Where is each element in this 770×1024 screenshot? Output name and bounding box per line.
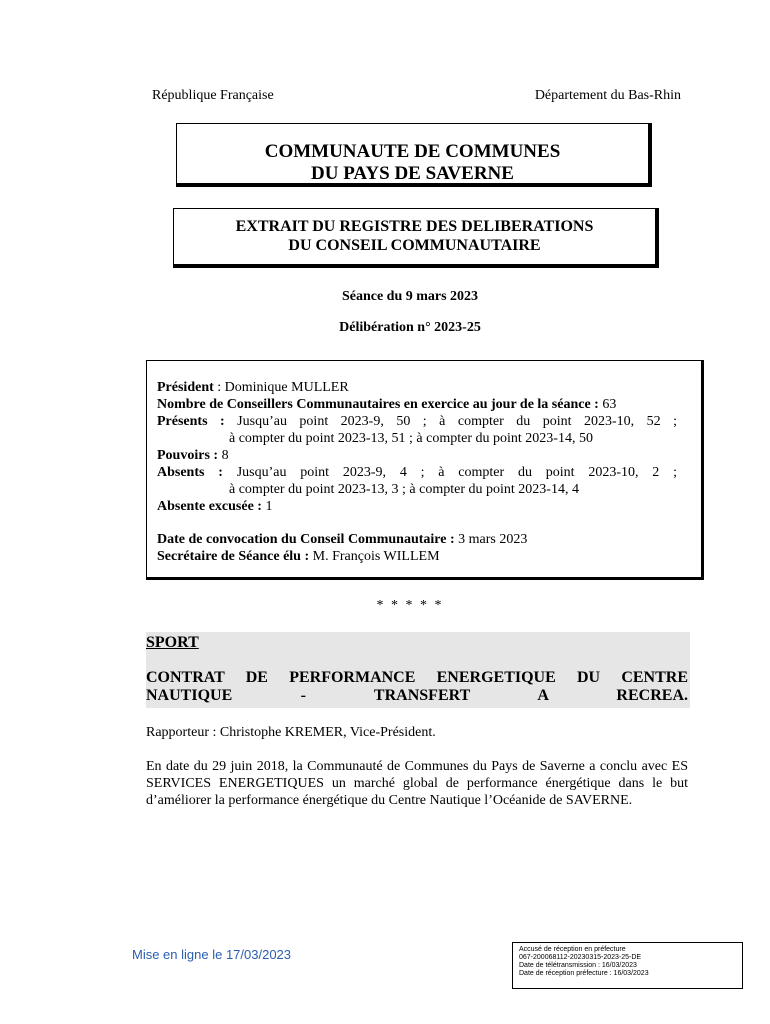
excusee-row [157, 498, 677, 515]
section-title: SPORT [146, 634, 199, 651]
convocation-row [157, 531, 677, 548]
presents-label: Présents : [157, 414, 225, 429]
rapporteur: Rapporteur : Christophe KREMER, Vice-Président. [146, 725, 436, 740]
organization-box [176, 123, 652, 187]
secretaire-value: M. François WILLEM [309, 549, 440, 564]
pouvoirs-row [157, 447, 677, 464]
excusee-label: Absente excusée : [157, 499, 262, 514]
president-label: Président [157, 380, 214, 395]
deliberation-number: Délibération n° 2023-25 [339, 320, 481, 335]
header-republique: République Française [152, 88, 274, 103]
convocation-label: Date de convocation du Conseil Communautaire : [157, 532, 455, 547]
header-departement: Département du Bas-Rhin [534, 88, 681, 103]
attendance-box [146, 360, 704, 580]
accuse-line1: Accusé de réception en préfecture [519, 946, 626, 953]
body-paragraph: En date du 29 juin 2018, la Communauté de Communes du Pays de Saverne a conclu avec ES SERVICES ENERGETIQUES un marché global de performance énergétique dans le but d’améliorer la performance énergétique du Centre Nautique l’Océanide de SAVERNE. [146, 759, 688, 808]
absents-label: Absents : [157, 465, 223, 480]
registre-box [173, 208, 659, 268]
nombre-row [157, 396, 677, 413]
separator-stars: * * * * * [376, 598, 444, 613]
nombre-label: Nombre de Conseillers Communautaires en exercice au jour de la séance : [157, 397, 599, 412]
pouvoirs-value: 8 [218, 448, 229, 463]
accuse-reception-stamp [512, 942, 743, 989]
convocation-value: 3 mars 2023 [454, 532, 528, 547]
absents-line1: Jusqu’au point 2023-9, 4 ; à compter du point 2023-10, 2 ; [222, 465, 677, 480]
seance-date: Séance du 9 mars 2023 [341, 289, 479, 304]
organization-line1: COMMUNAUTE DE COMMUNES [264, 141, 561, 162]
absents-line2: à compter du point 2023-13, 3 ; à compter du point 2023-14, 4 [229, 482, 579, 497]
president-row [157, 379, 677, 396]
absents-row [157, 464, 677, 481]
presents-line2: à compter du point 2023-13, 51 ; à compter du point 2023-14, 50 [229, 431, 593, 446]
organization-line2: DU PAYS DE SAVERNE [311, 163, 514, 184]
nombre-value: 63 [598, 397, 617, 412]
accuse-line4: Date de réception préfecture : 16/03/2023 [519, 970, 649, 977]
pouvoirs-label: Pouvoirs : [157, 448, 219, 463]
mise-en-ligne: Mise en ligne le 17/03/2023 [132, 947, 292, 962]
section-subject: CONTRAT DE PERFORMANCE ENERGETIQUE DU CENTRE NAUTIQUE - TRANSFERT A RECREA. [146, 669, 688, 704]
secretaire-label: Secrétaire de Séance élu : [157, 549, 310, 564]
accuse-line2: 067-200068112-20230315-2023-25-DE [519, 954, 642, 961]
president-value: : Dominique MULLER [213, 380, 349, 395]
registre-line2: DU CONSEIL COMMUNAUTAIRE [288, 237, 541, 254]
accuse-line3: Date de télétransmission : 16/03/2023 [519, 962, 637, 969]
presents-line1: Jusqu’au point 2023-9, 50 ; à compter du point 2023-10, 52 ; [224, 414, 677, 429]
presents-row [157, 413, 677, 430]
excusee-value: 1 [261, 499, 273, 514]
secretaire-row [157, 548, 677, 565]
registre-line1: EXTRAIT DU REGISTRE DES DELIBERATIONS [235, 218, 594, 235]
